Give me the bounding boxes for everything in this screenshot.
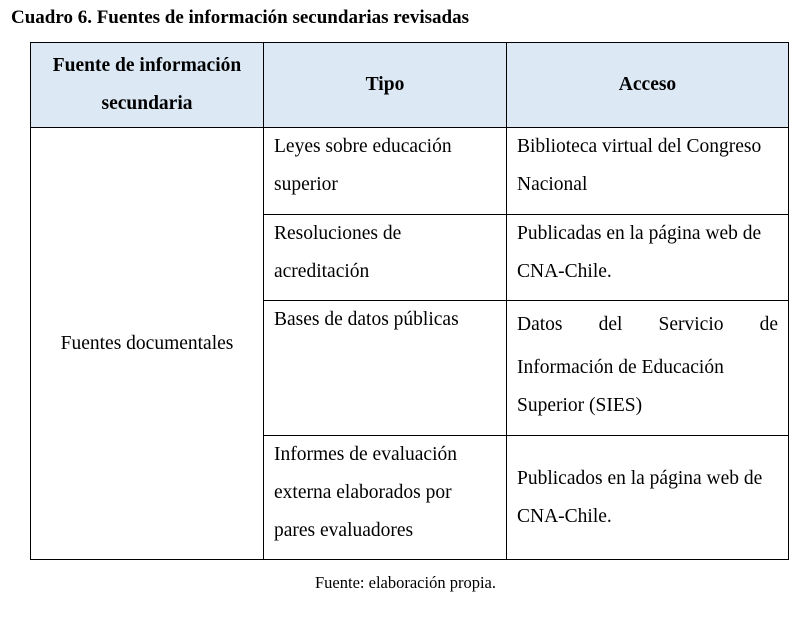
sources-table <box>30 42 789 560</box>
acceso-line-rest: Información de Educación Superior (SIES) <box>517 357 724 416</box>
header-acceso: Acceso <box>507 43 789 128</box>
acceso-cell <box>507 301 789 436</box>
acceso-line-1: Datos del Servicio de <box>517 314 778 335</box>
tipo-cell: Informes de evaluación externa elaborados por pares evaluadores <box>264 436 507 560</box>
table-row <box>31 128 789 215</box>
tipo-cell: Bases de datos públicas <box>264 301 507 436</box>
acceso-cell: Publicadas en la página web de CNA-Chile. <box>507 215 789 301</box>
acceso-cell: Biblioteca virtual del Congreso Nacional <box>507 128 789 215</box>
table-header-row <box>31 43 789 128</box>
table-caption: Cuadro 6. Fuentes de información secundarias revisadas <box>11 7 469 28</box>
header-tipo: Tipo <box>264 43 507 128</box>
acceso-cell: Publicados en la página web de CNA-Chile. <box>507 436 789 560</box>
header-fuente: Fuente de información secundaria <box>31 43 264 128</box>
tipo-cell: Resoluciones de acreditación <box>264 215 507 301</box>
tipo-cell: Leyes sobre educación superior <box>264 128 507 215</box>
table-footnote: Fuente: elaboración propia. <box>315 573 496 592</box>
source-group-cell: Fuentes documentales <box>31 128 264 560</box>
